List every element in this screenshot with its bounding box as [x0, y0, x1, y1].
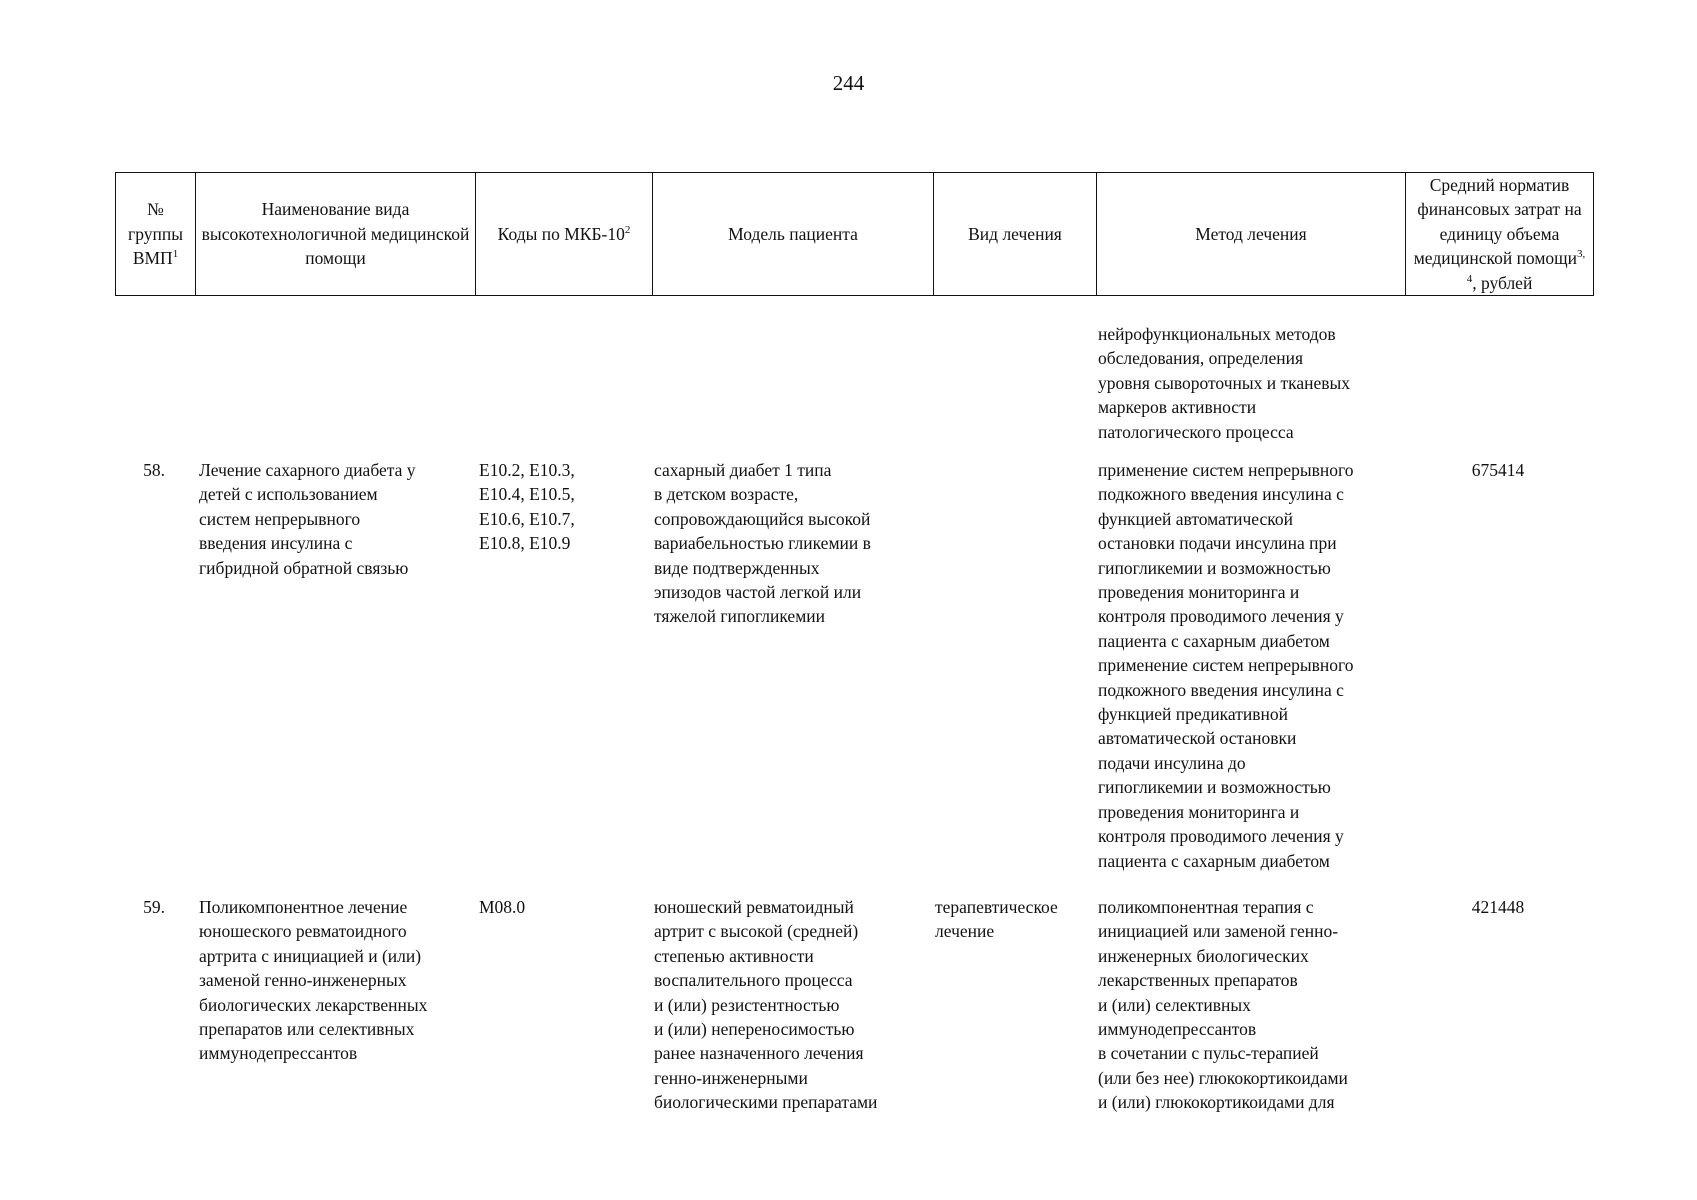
- footnote-marker: 1: [172, 248, 179, 261]
- row-58-treatment-method: применение систем непрерывного подкожного введения инсулина с функцией автоматической остановки подачи инсулина при гипогликемии и возможностью проведения мониторинга и контроля проводимого лечения у пациента с сахарным диабетом применение систем непрерывного подкожного введения инсулина с функцией предикативной автоматической остановки подачи инсулина до гипогликемии и возможностью проведения мониторинга и контроля проводимого лечения у пациента с сахарным диабетом: [1098, 460, 1354, 871]
- row-59-icd-codes: M08.0: [479, 897, 526, 917]
- header-treatment-method: [1097, 173, 1406, 296]
- row-58-number: 58.: [143, 460, 165, 480]
- header-treatment-type-label: Вид лечения: [968, 223, 1062, 244]
- row-59-average-cost: 421448: [1471, 897, 1525, 917]
- continued-method-text: нейрофункциональных методов обследования, определения уровня сывороточных и тканевых маркеров активности патологического процесса: [1098, 324, 1351, 442]
- row-58-average-cost: 675414: [1471, 460, 1525, 480]
- table-header: [115, 172, 1594, 296]
- row-59-patient-model: юношеский ревматоидный артрит с высокой (средней) степенью активности воспалительного процесса и (или) резистентностью и (или) непереносимостью ранее назначенного лечения генно-инженерными биологическими препаратами: [654, 897, 878, 1113]
- footnote-marker: 3, 4: [1466, 248, 1586, 285]
- header-average-cost: [1406, 173, 1594, 296]
- header-group-number-label: № группы ВМП: [128, 199, 183, 269]
- header-patient-model-label: Модель пациента: [728, 223, 858, 244]
- header-icd-codes: [476, 173, 653, 296]
- row-59-treatment-method: поликомпонентная терапия с инициацией или заменой генно- инженерных биологических лекарственных препаратов и (или) селективных иммунодепрессантов в сочетании с пульс-терапией (или без нее) глюкокортикоидами и (или) глюкокортикоидами для: [1098, 897, 1348, 1113]
- header-treatment-type: [934, 173, 1097, 296]
- header-treatment-method-label: Метод лечения: [1195, 223, 1307, 244]
- page-number: 244: [832, 71, 865, 95]
- header-icd-codes-label: Коды по МКБ-10: [497, 223, 625, 244]
- footnote-marker: 2: [624, 223, 631, 236]
- row-58-icd-codes: E10.2, E10.3, E10.4, E10.5, E10.6, E10.7, E10.8, E10.9: [479, 460, 575, 554]
- row-59-care-name: Поликомпонентное лечение юношеского ревматоидного артрита с инициацией и (или) заменой генно-инженерных биологических лекарственных препаратов или селективных иммунодепрессантов: [199, 897, 428, 1064]
- header-average-cost-label: Средний норматив финансовых затрат на единицу объема медицинской помощи: [1413, 175, 1582, 269]
- row-58-care-name: Лечение сахарного диабета у детей с использованием систем непрерывного введения инсулина с гибридной обратной связью: [199, 460, 416, 578]
- row-59-treatment-type: терапевтическое лечение: [935, 897, 1058, 942]
- header-care-name-label: Наименование вида высокотехнологичной медицинской помощи: [201, 199, 470, 269]
- header-group-number: [116, 173, 196, 296]
- header-care-name: [196, 173, 476, 296]
- row-58-patient-model: сахарный диабет 1 типа в детском возрасте, сопровождающийся высокой вариабельностью гликемии в виде подтвержденных эпизодов частой легкой или тяжелой гипогликемии: [654, 460, 871, 627]
- header-patient-model: [653, 173, 934, 296]
- row-59-number: 59.: [143, 897, 165, 917]
- header-average-cost-unit: , рублей: [1472, 272, 1533, 293]
